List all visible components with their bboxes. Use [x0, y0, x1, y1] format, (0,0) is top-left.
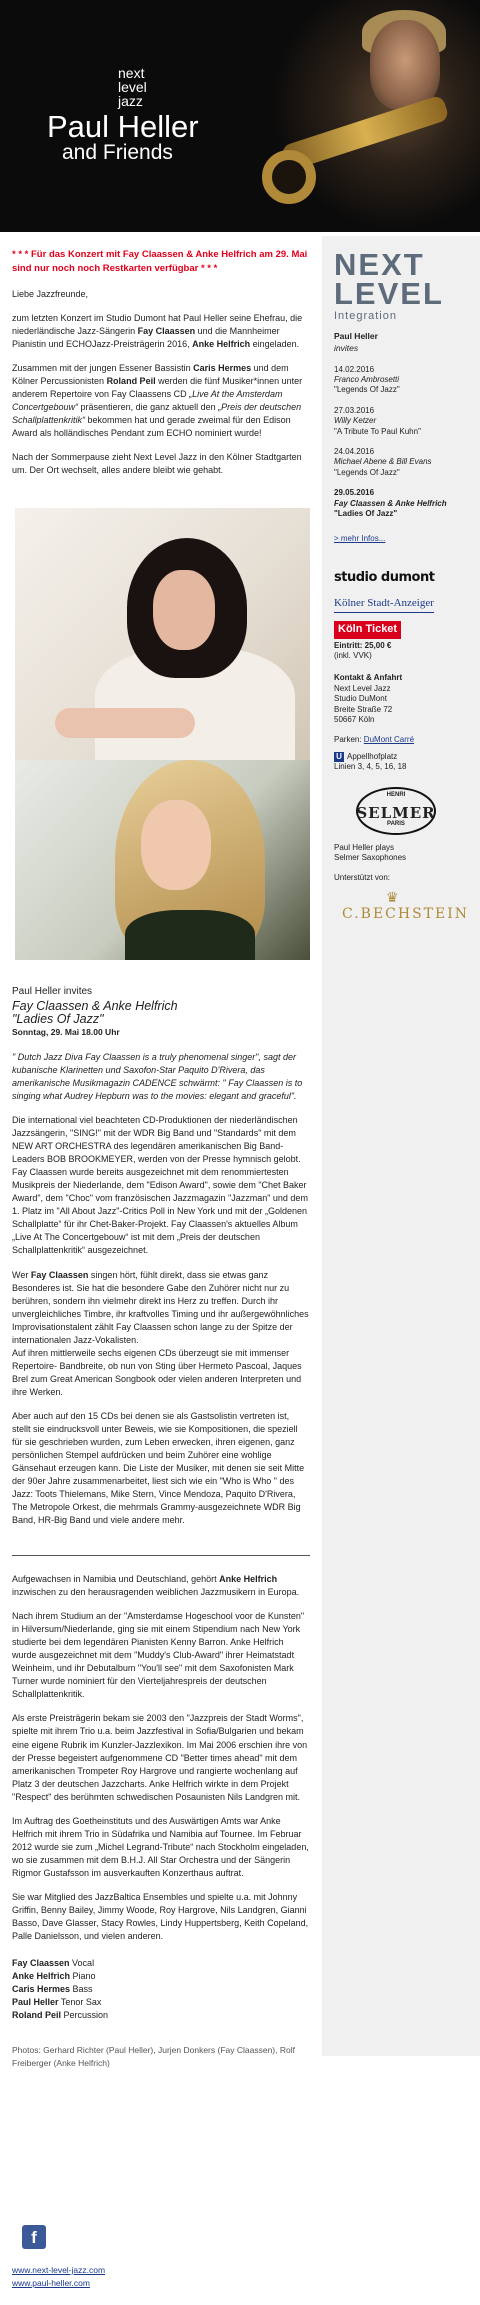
- header-title: Paul Heller: [47, 109, 199, 144]
- selmer-caption-line: Paul Heller plays: [334, 842, 395, 852]
- cast-item: [12, 1983, 310, 1996]
- concert-title: "Ladies Of Jazz": [12, 1011, 104, 1026]
- contact-line: Studio DuMont: [334, 694, 387, 704]
- event-name: Willy Ketzer: [334, 416, 377, 426]
- summer-paragraph: Nach der Sommerpause zieht Next Level Jazz in den Kölner Stadtgarten um. Der Ort wechselt, alles andere bleibt wie gehabt.: [12, 451, 302, 476]
- event-date: 24.04.2016: [334, 446, 375, 456]
- intro-text: und die Mannheimer Pianistin und ECHOJazz-Preisträgerin 2016,: [12, 325, 280, 349]
- concert-quote: " Dutch Jazz Diva Fay Claassen is a truly phenomenal singer", sagt der kubanische Klarinetten und Saxofon-Star Paquito D'Rivera, das amerikanische Musikmagazin CADENCE schwärmt: " Fay Claassen is to singing what Audrey Hepburn was to the movies: elegant and graceful".: [12, 1051, 303, 1101]
- logo-line-jazz: jazz: [118, 93, 143, 109]
- support-label: Unterstützt von:: [334, 873, 391, 883]
- cast-name: Caris Hermes: [12, 1984, 71, 1995]
- saxophone-bell: [262, 150, 316, 204]
- cast-item: [12, 2009, 310, 2022]
- ubahn-lines: Linien 3, 4, 5, 16, 18: [334, 762, 407, 772]
- koelner-stadt-anzeiger-logo: Kölner Stadt-Anzeiger: [334, 596, 434, 613]
- concert-date: Sonntag, 29. Mai 18.00 Uhr: [12, 1026, 120, 1037]
- anke-paragraph-4: Im Auftrag des Goetheinstituts und des Auswärtigen Amts war Anke Helfrich mit ihrem Trio in Südafrika und Namibia auf Tournee. Im Februar 2012 wurde sie zum „Michel Legrand-Tribute“ nach Stockholm eingeladen, wo sie zusammen mit dem B.H.J. All Star Orchestra und der Sängerin Rigmor Gustafsson im ausverkauften Konzerthaus auftrat.: [12, 1815, 309, 1878]
- intro-fay: Fay Claassen: [137, 325, 196, 336]
- footer-links: [12, 2264, 105, 2290]
- bechstein-crown-icon: ♛: [386, 888, 399, 905]
- concert-paragraph-3: Auf ihren mittlerweile sechs eigenen CDs überzeugt sie mit immenser Repertoire- Bandbreite, ob nun von Sting über Hermeto Pascoal, Jaques Brel zum Great American Songbook oder vielen anderen Interpreten und ihre Werken.: [12, 1347, 302, 1397]
- event-title: "Legends Of Jazz": [334, 467, 400, 477]
- cast-item: [12, 1970, 310, 1983]
- event-item: [334, 406, 480, 437]
- cast-role: Tenor Sax: [58, 1997, 102, 2008]
- cast-role: Piano: [70, 1971, 96, 1982]
- photo-credits: Photos: Gerhard Richter (Paul Heller), Jurjen Donkers (Fay Claassen), Rolf Freiberger (Anke Helfrich): [12, 2045, 295, 2068]
- link-next-level-jazz[interactable]: www.next-level-jazz.com: [12, 2265, 106, 2275]
- contact-line: Breite Straße 72: [334, 704, 393, 714]
- cast-role: Bass: [70, 1984, 93, 1995]
- more-info-link[interactable]: > mehr Infos...: [334, 534, 386, 544]
- event-item: [334, 447, 480, 478]
- sidebar: [322, 236, 480, 2056]
- selmer-bottom: PARIS: [387, 820, 405, 827]
- band-text: präsentieren, die ganz aktuell den: [78, 401, 219, 412]
- logo-integration: Integration: [334, 310, 397, 322]
- entry-info: [334, 641, 480, 662]
- studio-dumont-logo: studio dumont: [334, 569, 435, 585]
- musician-face: [370, 20, 440, 110]
- concert-paragraph-4: Aber auch auf den 15 CDs bei denen sie als Gastsolistin vertreten ist, stellt sie eindrucksvoll unter Beweis, wie sie Kompositionen, die speziell für sie geschrieben wurden, zum Leben erwecken, ihren eigenen, ganz persönlichen Stempel aufdrücken und beim Zuhörer eine wohlige Gänsehaut erzeugen kann. Die Liste der Musiker, mit denen sie seit Mitte der 90er Jahre zusammenarbeitet, liest sich wie ein "Who is Who " des Jazz: Toots Thielemans, Mike Stern, Vince Mendoza, Paquito D'Rivera, The Metropole Orkest, die mehrmals Grammy-ausgezeichnete WDR Big Band, HR-Big Band und viele andere mehr.: [12, 1410, 305, 1526]
- logo-line-next: next: [118, 65, 145, 81]
- event-name: Franco Ambrosetti: [334, 375, 400, 385]
- event-date: 27.03.2016: [334, 405, 375, 415]
- contact-info: [334, 673, 480, 725]
- band-caris: Caris Hermes: [193, 362, 252, 373]
- ubahn-info: [334, 752, 480, 773]
- intro-text: eingeladen.: [250, 338, 300, 349]
- concert-text: Wer: [12, 1269, 31, 1280]
- band-text: bekommen hat und gerade zweimal für den Edison Award als holländisches Pendant zum ECHO nominiert wurde!: [12, 414, 291, 438]
- photo-arm: [55, 708, 195, 738]
- photo-face: [153, 570, 215, 650]
- band-prize: „Preis der deutschen Schallplattenkritik“: [12, 401, 302, 425]
- entry-note: (inkl. VVK): [334, 651, 372, 661]
- anke-name: Anke Helfrich: [219, 1574, 278, 1584]
- event-title: "A Tribute To Paul Kuhn": [334, 426, 421, 436]
- entry-price: Eintritt: 25,00 €: [334, 640, 392, 650]
- event-name: Fay Claassen & Anke Helfrich: [334, 498, 447, 508]
- event-item: [334, 365, 480, 396]
- link-paul-heller[interactable]: www.paul-heller.com: [12, 2278, 90, 2288]
- section-divider: [12, 1555, 310, 1556]
- fay-claassen-photo: [15, 508, 310, 763]
- anke-paragraph-3: Als erste Preisträgerin bekam sie 2003 den "Jazzpreis der Stadt Worms", spielte mit ihrem Trio u.a. beim Jazzfestival in Sofia/Bulgarien und bekam eine eigene Rubrik im Kunzler-Jazzlexikon. Im Mai 2006 erschien ihre von der Presse begeistert aufgenommene CD "Better times ahead" mit dem amerikanischen Trompeter Roy Hargrove und rangierte wochenlang auf Platz 3 der deutschen Jazzcharts. Anke Helfrich wirkte in dem Projekt "Respect" des berühmten schwedischen Posaunisten Nils Landgren mit.: [12, 1713, 308, 1802]
- concert-fay: Fay Claassen: [30, 1269, 89, 1280]
- band-text: werden die fünf Musiker*innen unter anderem Repertoire von Fay Claassens CD: [12, 375, 303, 399]
- ubahn-station: Appellhofplatz: [347, 751, 398, 761]
- event-title: "Legends Of Jazz": [334, 385, 400, 395]
- cast-item: [12, 1996, 310, 2009]
- sidebar-subheading: invites: [334, 343, 359, 354]
- intro-text: zum letzten Konzert im Studio Dumont hat Paul Heller seine Ehefrau, die niederländische Jazz-Sängerin: [12, 312, 303, 336]
- band-roland: Roland Peil: [106, 375, 156, 386]
- photo-face: [141, 800, 211, 890]
- main-content: [12, 248, 310, 477]
- bechstein-logo: C.BECHSTEIN: [342, 905, 470, 922]
- cast-name: Roland Peil: [12, 2010, 62, 2021]
- anke-helfrich-photo: [15, 760, 310, 960]
- contact-heading: Kontakt & Anfahrt: [334, 673, 403, 683]
- concert-artists: Fay Claassen & Anke Helfrich: [12, 998, 178, 1013]
- concert-section: [12, 985, 310, 1527]
- event-date: 14.02.2016: [334, 364, 375, 374]
- intro-paragraph: [12, 312, 310, 351]
- concert-invites: Paul Heller invites: [12, 986, 93, 997]
- cast-name: Paul Heller: [12, 1997, 59, 2008]
- ubahn-icon: U: [334, 752, 344, 762]
- band-paragraph: [12, 362, 310, 440]
- greeting: Liebe Jazzfreunde,: [12, 288, 89, 299]
- event-title: "Ladies Of Jazz": [334, 508, 398, 518]
- selmer-top: HENRI: [386, 791, 406, 798]
- logo-next: NEXT: [334, 247, 425, 282]
- header-subtitle: and Friends: [62, 141, 173, 164]
- logo-level: LEVEL: [334, 276, 444, 311]
- concert-paragraph-1: Die international viel beachteten CD-Produktionen der niederländischen Jazzsängerin, "SING!" mit der WDR Big Band und "Standards" mit dem NEW ART ORCHESTRA des legendären amerikanischen Big Band-Leaders BOB BROOKMEYER, werden von der Presse hymnisch gelobt. Fay Claassen wurde bereits ausgezeichnet mit dem renommiertesten Musikpreis der Niederlande, dem "Edison Award", sowie dem "Chet Baker Award", dem "Choc" vom französischen Jazzmagazin "Jazzman" und dem 1. Platz im "All About Jazz"-Critics Poll in New York und mit der „Goldenen Schallplatte“ für ihr Chet-Baker-Projekt. Fay Claassen's aktuelles Album „Live At The Concertgebouw“ ist mit dem „Preis der deutschen Schallplattenkritik“ ausgezeichnet.: [12, 1115, 308, 1256]
- band-text: Zusammen mit der jungen Essener Bassistin: [12, 362, 194, 373]
- event-date: 29.05.2016: [334, 488, 375, 498]
- intro-anke: Anke Helfrich: [192, 338, 251, 349]
- cast-name: Anke Helfrich: [12, 1971, 71, 1982]
- parking-info: [334, 735, 480, 745]
- cast-list: [12, 1957, 310, 2022]
- selmer-caption: [334, 843, 480, 864]
- band-text: und dem Kölner Percussionisten: [12, 362, 289, 386]
- alert-message: * * * Für das Konzert mit Fay Claassen & Anke Helfrich am 29. Mai sind nur noch noch Restkarten verfügbar * * *: [12, 249, 308, 275]
- selmer-name: SELMER: [356, 803, 436, 822]
- cast-item: [12, 1957, 310, 1970]
- contact-line: Next Level Jazz: [334, 683, 391, 693]
- parking-label: Parken:: [334, 735, 364, 745]
- anke-text: inzwischen zu den herausragenden weiblichen Jazzmusikern in Europa.: [12, 1587, 300, 1598]
- cast-role: Percussion: [61, 2010, 109, 2021]
- anke-text: Aufgewachsen in Namibia und Deutschland, gehört: [12, 1574, 220, 1584]
- next-level-logo: [334, 247, 454, 322]
- event-item-current: [334, 488, 480, 519]
- band-album: „Live At the Amsterdam Concertgebouw“: [12, 388, 283, 412]
- sidebar-heading: Paul Heller: [334, 331, 378, 341]
- concert-paragraph-2: [12, 1269, 310, 1399]
- next-level-jazz-logo: [118, 66, 147, 108]
- cast-role: Vocal: [69, 1958, 95, 1969]
- photo-figure: [125, 910, 255, 960]
- selmer-logo: [356, 787, 436, 835]
- event-name: Michael Abene & Bill Evans: [334, 457, 432, 467]
- anke-paragraph-1: [12, 1573, 310, 1599]
- anke-paragraph-5: Sie war Mitglied des JazzBaltica Ensembles und spielte u.a. mit Johnny Griffin, Benny Bailey, Jimmy Woode, Roy Hargrove, Nils Landgren, Gianni Basso, Dave Glasser, Stacy Rowles, Lindy Huppertsberg, Keith Copeland, Palle Danielsson, und vielen anderen.: [12, 1891, 309, 1942]
- cast-name: Fay Claassen: [12, 1958, 70, 1969]
- facebook-icon[interactable]: f: [22, 2225, 46, 2249]
- logo-line-level: level: [118, 79, 147, 95]
- selmer-caption-line: Selmer Saxophones: [334, 852, 407, 862]
- anke-paragraph-2: Nach ihrem Studium an der "Amsterdamse Hogeschool voor de Kunsten" in Hilversum/Niederlande, ging sie mit einem Stipendium nach New York studierte bei dem legendären Pianisten Kenny Barron. Anke Helfrich wurde ausgezeichnet mit dem "Muddy's Club-Award" ihrer Heimatstadt Weinheim, und ihr Debutalbum "You'll see" mit dem Saxofonisten Mark Turner wurde nominiert für den Vierteljahrespreis der deutschen Schallplattenkritik.: [12, 1611, 305, 1700]
- concert-text: singen hört, fühlt direkt, dass sie etwas ganz Besonderes ist. Sie hat die besondere Gabe den Zuhörer nicht nur zu berühren, sondern ihn vielmehr direkt ins Herz zu treffen. Durch ihr unvergleichliches Timbre, ihr kraftvolles Timing und ihr außergewöhnliches Improvisationstalent zählt Fay Claassen schon lange zu der Spitze der internationalen Jazz-Vokalisten.: [12, 1269, 309, 1345]
- contact-line: 50667 Köln: [334, 714, 375, 724]
- anke-section: [12, 1573, 310, 2069]
- parking-link[interactable]: DuMont Carré: [363, 735, 415, 745]
- header-banner: [0, 0, 480, 232]
- koeln-ticket-logo[interactable]: Köln Ticket: [334, 621, 401, 639]
